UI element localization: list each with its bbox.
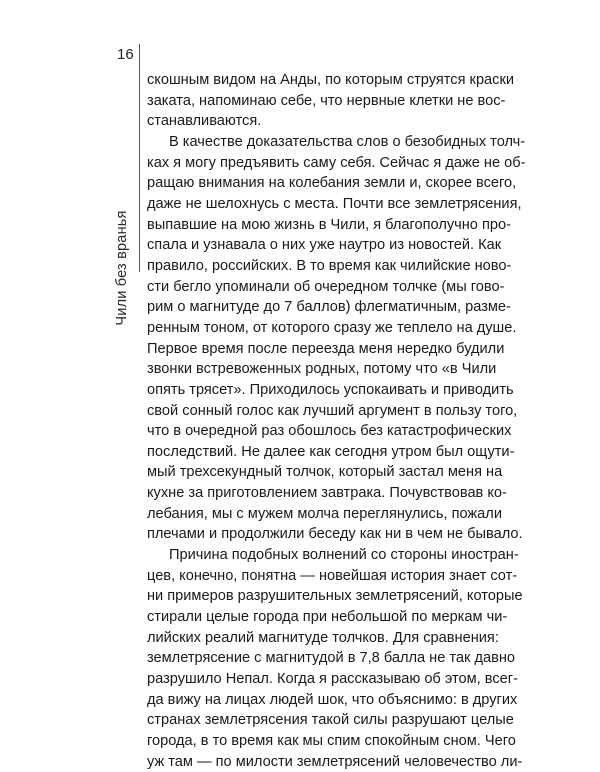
text-line: рим о магнитуде до 7 баллов) флегматичным, разме- bbox=[147, 299, 511, 316]
text-line: звонки встревоженных родных, потому что «в Чили bbox=[147, 361, 497, 378]
running-title-text: Чили без вранья bbox=[114, 210, 130, 326]
text-line: В качестве доказательства слов о безобидных толч- bbox=[169, 133, 526, 150]
page-number: 16 bbox=[117, 46, 134, 63]
text-line: кухне за приготовлением завтрака. Почувствовав ко- bbox=[147, 485, 507, 502]
text-line: лебания, мы с мужем молча переглянулись, пожали bbox=[147, 505, 502, 522]
text-line: города, в то время как мы спим спокойным сном. Чего bbox=[147, 733, 516, 749]
body-text bbox=[147, 70, 526, 772]
text-line: плечами и продолжили беседу как ни в чем не бывало. bbox=[147, 526, 523, 543]
text-line: скошным видом на Анды, по которым струятся краски bbox=[147, 72, 515, 88]
paragraph bbox=[147, 545, 523, 772]
text-line: заката, напоминаю себе, что нервные клетки не вос- bbox=[147, 92, 506, 109]
text-line: да вижу на лицах людей шок, что объяснимо: в других bbox=[147, 691, 518, 708]
text-line: разрушило Непал. Когда я рассказываю об этом, всег- bbox=[147, 671, 518, 688]
text-line: даже не шелохнусь с места. Почти все землетрясения, bbox=[147, 195, 522, 212]
text-line: опять трясет». Приходилось успокаивать и приводить bbox=[147, 381, 514, 398]
text-line: странах землетрясения такой силы разрушают целые bbox=[147, 712, 514, 729]
text-line: ни примеров разрушительных землетрясений, которые bbox=[147, 588, 523, 605]
text-line: ращаю внимания на колебания земли и, скорее всего, bbox=[147, 175, 517, 192]
text-line: Причина подобных волнений со стороны иностран- bbox=[169, 547, 519, 564]
paragraph bbox=[147, 70, 515, 132]
text-line: уж там — по милости землетрясений человечество ли- bbox=[147, 753, 523, 770]
text-line: спала и узнавала о них уже наутро из новостей. Как bbox=[147, 237, 502, 254]
text-line: мый трехсекундный толчок, который застал меня на bbox=[147, 464, 503, 481]
text-line: цев, конечно, понятна — новейшая история знает сот- bbox=[147, 567, 518, 584]
text-line: последствий. Не далее как сегодня утром был ощути- bbox=[147, 443, 515, 460]
text-line: стирали целые города при небольшой по меркам чи- bbox=[147, 609, 508, 626]
text-line: станавливаются. bbox=[147, 113, 262, 130]
text-line: землетрясение с магнитудой в 7,8 балла не так давно bbox=[147, 650, 516, 667]
text-line: сти бегло упоминали об очередном толчке (мы гово- bbox=[147, 278, 505, 295]
paragraph bbox=[147, 132, 526, 545]
text-line: свой сонный голос как лучший аргумент в пользу того, bbox=[147, 402, 518, 419]
text-line: что в очередной раз обошлось без катастрофических bbox=[147, 423, 512, 440]
text-line: Первое время после переезда меня нередко будили bbox=[147, 340, 505, 357]
text-line: правило, российских. В то время как чилийские ново- bbox=[147, 257, 512, 274]
text-line: ках я могу предъявить саму себя. Сейчас я даже не об- bbox=[147, 154, 526, 171]
text-line: лийских реалий магнитуде толчков. Для сравнения: bbox=[147, 629, 499, 646]
text-line: выпавшие на мою жизнь в Чили, я благополучно про- bbox=[147, 216, 511, 233]
margin-rule bbox=[139, 44, 140, 272]
text-line: ренным тоном, от которого сразу же теплело на душе. bbox=[147, 319, 517, 336]
